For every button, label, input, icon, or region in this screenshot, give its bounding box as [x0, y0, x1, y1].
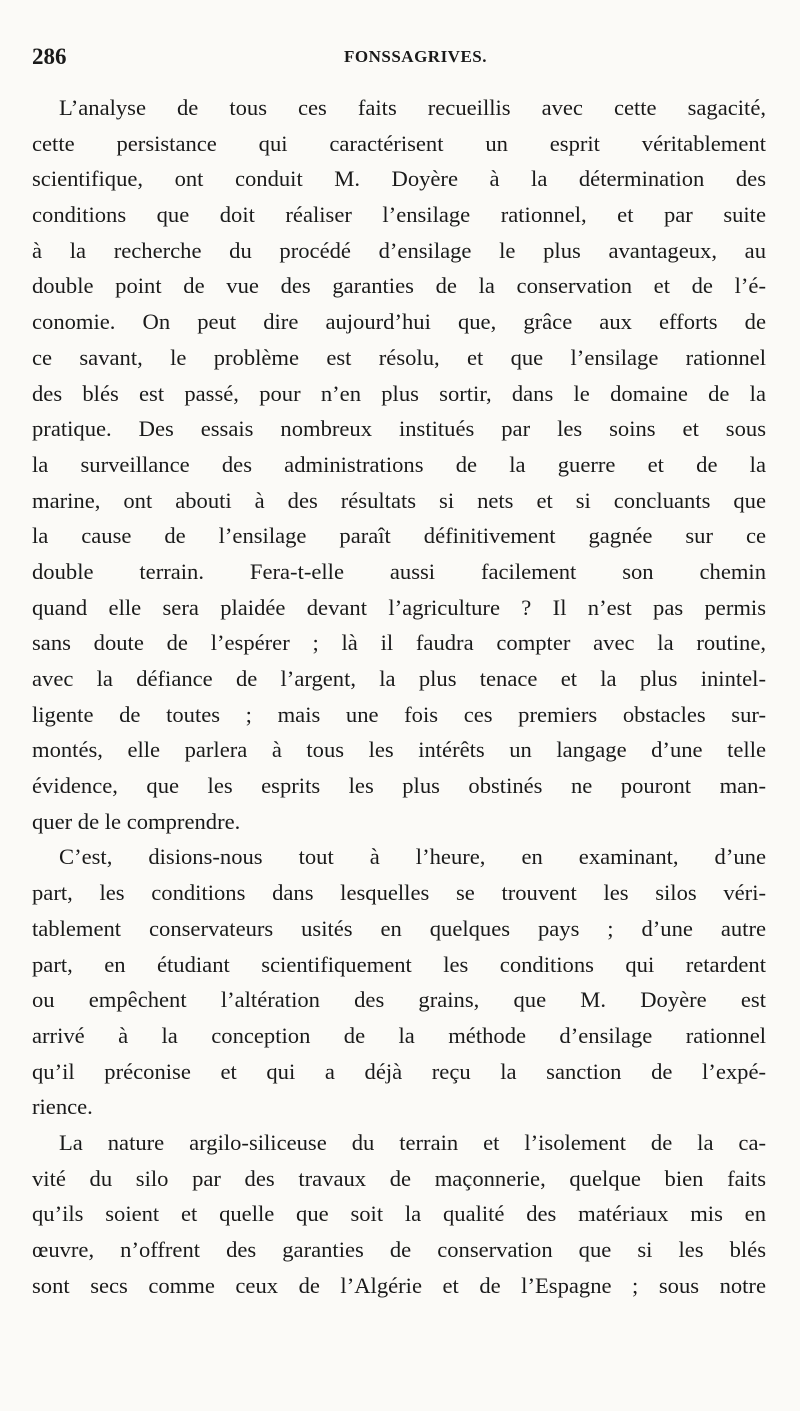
text-line: avec la défiance de l’argent, la plus tenace et la plus inintel-	[32, 666, 766, 691]
running-head: FONSSAGRIVES.	[344, 47, 488, 66]
text-line: part, en étudiant scientifiquement les conditions qui retardent	[32, 951, 766, 977]
text-line: marine, ont abouti à des résultats si nets et si concluants que	[32, 487, 766, 513]
page-number: 286	[32, 44, 67, 69]
text-line: rience.	[32, 1094, 93, 1120]
body-text	[32, 90, 766, 1303]
paragraph	[32, 839, 766, 1125]
text-line: œuvre, n’offrent des garanties de conservation que si les blés	[32, 1237, 766, 1262]
text-line: ligente de toutes ; mais une fois ces premiers obstacles sur-	[32, 701, 766, 727]
text-line: quer de le comprendre.	[32, 808, 241, 834]
text-line: des blés est passé, pour n’en plus sortir, dans le domaine de la	[32, 380, 766, 406]
text-line: cette persistance qui caractérisent un esprit véritablement	[32, 130, 766, 156]
paragraph	[32, 90, 766, 839]
text-line: double terrain. Fera-t-elle aussi facilement son chemin	[32, 558, 766, 584]
text-line: double point de vue des garanties de la conservation et de l’é-	[32, 273, 766, 299]
text-line: sont secs comme ceux de l’Algérie et de l’Espagne ; sous notre	[32, 1272, 766, 1298]
text-line: La nature argilo-siliceuse du terrain et l’isolement de la ca-	[59, 1129, 766, 1155]
text-line: L’analyse de tous ces faits recueillis avec cette sagacité,	[59, 95, 766, 120]
text-line: arrivé à la conception de la méthode d’ensilage rationnel	[32, 1022, 766, 1048]
text-line: qu’ils soient et quelle que soit la qualité des matériaux mis en	[32, 1201, 766, 1227]
text-line: ou empêchent l’altération des grains, que M. Doyère est	[32, 987, 766, 1013]
text-line: qu’il préconise et qui a déjà reçu la sanction de l’expé-	[32, 1058, 766, 1084]
text-line: part, les conditions dans lesquelles se trouvent les silos véri-	[32, 880, 766, 906]
text-line: montés, elle parlera à tous les intérêts un langage d’une telle	[32, 737, 766, 763]
text-line: conditions que doit réaliser l’ensilage rationnel, et par suite	[32, 202, 766, 228]
text-line: vité du silo par des travaux de maçonnerie, quelque bien faits	[32, 1165, 766, 1191]
text-line: pratique. Des essais nombreux institués par les soins et sous	[32, 416, 766, 442]
text-line: quand elle sera plaidée devant l’agriculture ? Il n’est pas permis	[32, 594, 766, 620]
text-line: ce savant, le problème est résolu, et que l’ensilage rationnel	[32, 344, 766, 370]
text-line: C’est, disions-nous tout à l’heure, en examinant, d’une	[59, 844, 766, 870]
page-header	[32, 44, 762, 74]
text-line: la surveillance des administrations de la guerre et de la	[32, 451, 766, 477]
text-line: sans doute de l’espérer ; là il faudra compter avec la routine,	[32, 630, 766, 656]
text-line: à la recherche du procédé d’ensilage le plus avantageux, au	[32, 237, 766, 263]
text-line: conomie. On peut dire aujourd’hui que, grâce aux efforts de	[32, 309, 766, 335]
paragraph	[32, 1125, 766, 1303]
text-line: la cause de l’ensilage paraît définitivement gagnée sur ce	[32, 523, 766, 549]
text-line: évidence, que les esprits les plus obstinés ne pouront man-	[32, 773, 766, 799]
text-line: tablement conservateurs usités en quelques pays ; d’une autre	[32, 915, 766, 941]
text-line: scientifique, ont conduit M. Doyère à la détermination des	[32, 166, 766, 192]
